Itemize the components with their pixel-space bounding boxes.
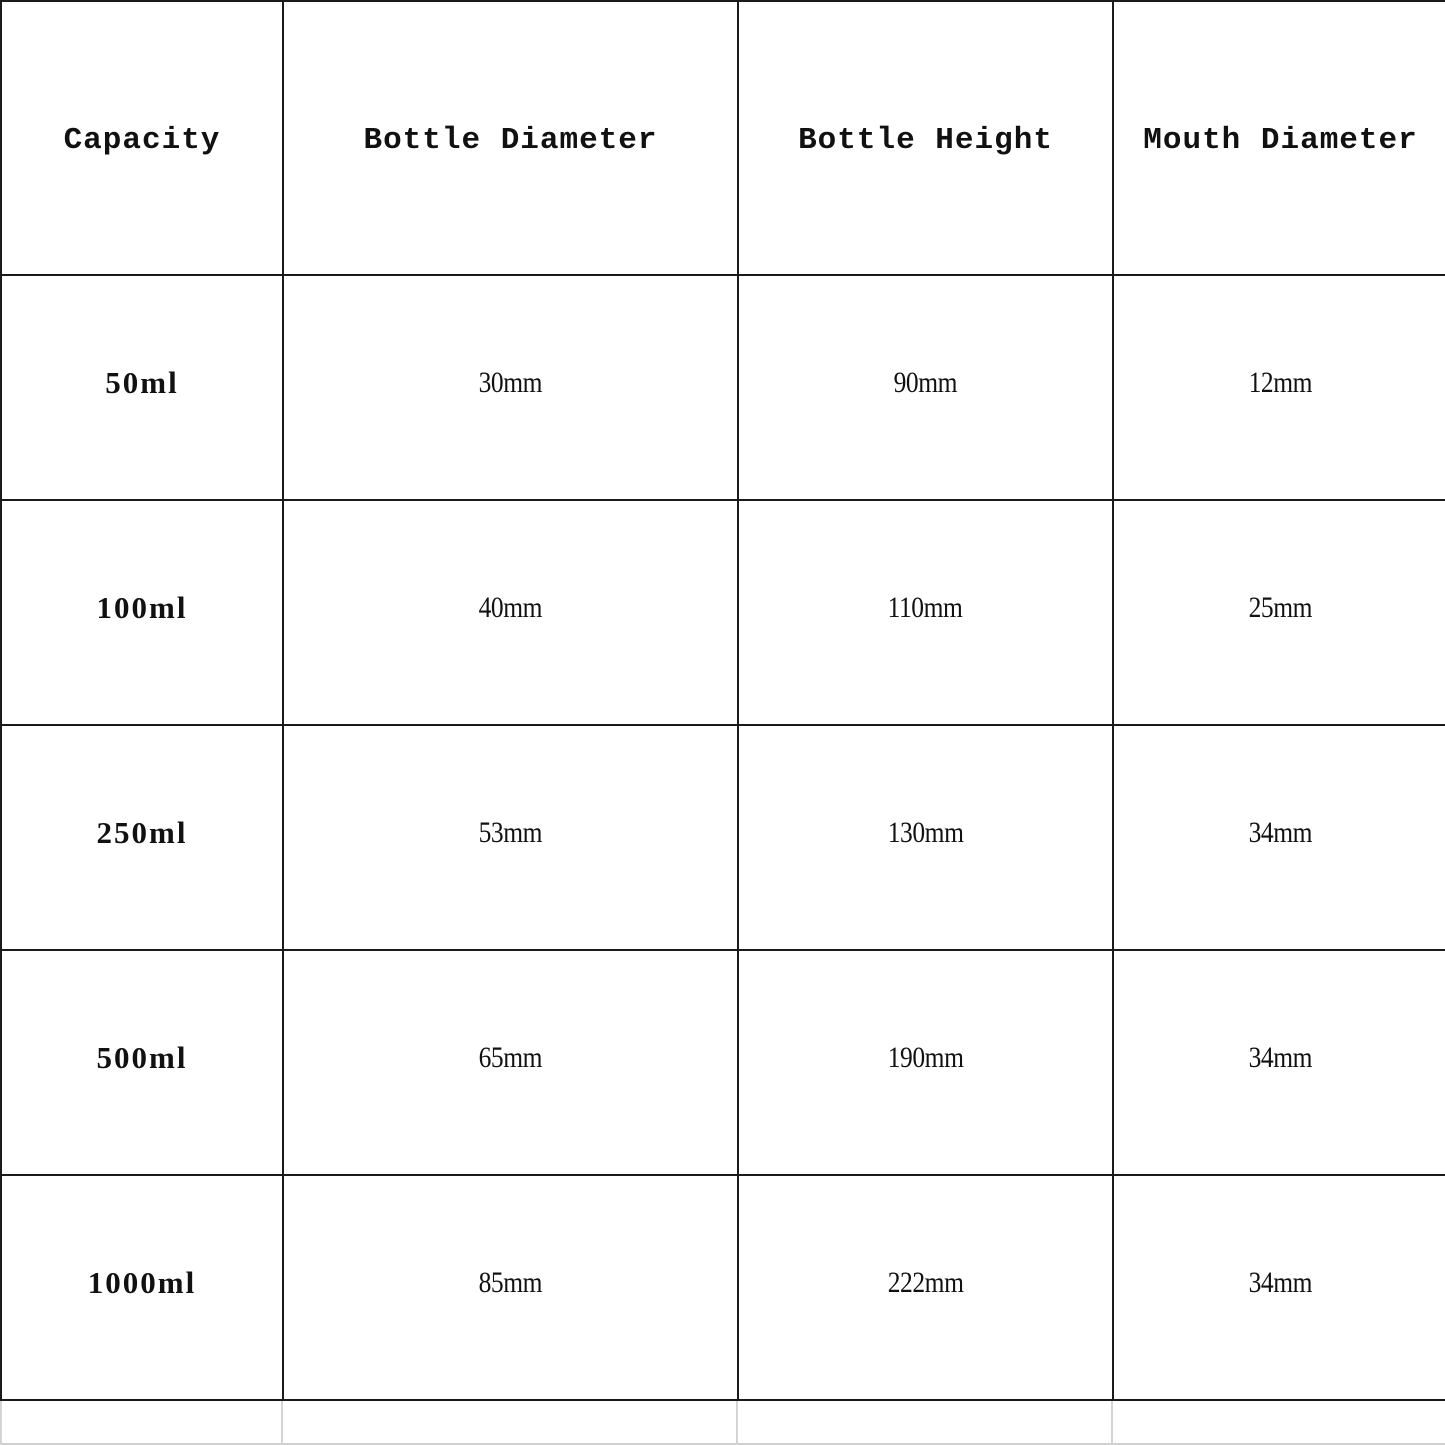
bottle-height-value: 222mm bbox=[887, 1265, 964, 1299]
header-capacity-label: Capacity bbox=[63, 122, 221, 158]
cell-capacity bbox=[1, 275, 283, 500]
cell-mouth-diameter bbox=[1113, 275, 1445, 500]
header-capacity bbox=[1, 1, 283, 275]
capacity-value: 100ml bbox=[96, 589, 188, 625]
cell-capacity bbox=[1, 950, 283, 1175]
cell-bottle-diameter bbox=[283, 275, 738, 500]
bottle-diameter-value: 30mm bbox=[478, 365, 543, 399]
capacity-value: 50ml bbox=[105, 364, 179, 400]
cell-bottle-diameter bbox=[283, 725, 738, 950]
gridline-divider bbox=[0, 1401, 2, 1445]
cell-bottle-height bbox=[738, 1175, 1113, 1400]
mouth-diameter-value: 34mm bbox=[1248, 815, 1313, 849]
cell-bottle-height bbox=[738, 275, 1113, 500]
cell-mouth-diameter bbox=[1113, 500, 1445, 725]
cell-bottle-height bbox=[738, 500, 1113, 725]
cell-capacity bbox=[1, 1175, 283, 1400]
cell-bottle-diameter bbox=[283, 500, 738, 725]
cell-bottle-height bbox=[738, 950, 1113, 1175]
gridline-divider bbox=[736, 1401, 738, 1445]
cell-bottle-height bbox=[738, 725, 1113, 950]
cell-bottle-diameter bbox=[283, 950, 738, 1175]
header-mouth-diameter bbox=[1113, 1, 1445, 275]
capacity-value: 1000ml bbox=[87, 1264, 197, 1300]
table-row bbox=[1, 950, 1445, 1175]
bottle-diameter-value: 65mm bbox=[478, 1040, 543, 1074]
bottle-height-value: 130mm bbox=[887, 815, 964, 849]
header-bottle-diameter-label: Bottle Diameter bbox=[363, 122, 658, 158]
cell-mouth-diameter bbox=[1113, 725, 1445, 950]
cell-bottle-diameter bbox=[283, 1175, 738, 1400]
cell-capacity bbox=[1, 500, 283, 725]
bottle-diameter-value: 53mm bbox=[478, 815, 543, 849]
header-mouth-diameter-label: Mouth Diameter bbox=[1143, 122, 1418, 158]
table-row bbox=[1, 275, 1445, 500]
table-header-row bbox=[1, 1, 1445, 275]
empty-gridline-row bbox=[0, 1401, 1445, 1445]
capacity-value: 500ml bbox=[96, 1039, 188, 1075]
mouth-diameter-value: 25mm bbox=[1248, 590, 1313, 624]
mouth-diameter-value: 12mm bbox=[1248, 365, 1313, 399]
table-row bbox=[1, 1175, 1445, 1400]
bottle-diameter-value: 40mm bbox=[478, 590, 543, 624]
bottle-height-value: 110mm bbox=[888, 590, 963, 624]
gridline-divider bbox=[281, 1401, 283, 1445]
cell-mouth-diameter bbox=[1113, 1175, 1445, 1400]
table-row bbox=[1, 500, 1445, 725]
gridline-divider bbox=[1111, 1401, 1113, 1445]
mouth-diameter-value: 34mm bbox=[1248, 1265, 1313, 1299]
header-bottle-height-label: Bottle Height bbox=[798, 122, 1053, 158]
cell-mouth-diameter bbox=[1113, 950, 1445, 1175]
bottle-height-value: 90mm bbox=[893, 365, 958, 399]
cell-capacity bbox=[1, 725, 283, 950]
bottle-diameter-value: 85mm bbox=[478, 1265, 543, 1299]
capacity-value: 250ml bbox=[96, 814, 188, 850]
bottle-height-value: 190mm bbox=[887, 1040, 964, 1074]
header-bottle-diameter bbox=[283, 1, 738, 275]
mouth-diameter-value: 34mm bbox=[1248, 1040, 1313, 1074]
header-bottle-height bbox=[738, 1, 1113, 275]
table-row bbox=[1, 725, 1445, 950]
